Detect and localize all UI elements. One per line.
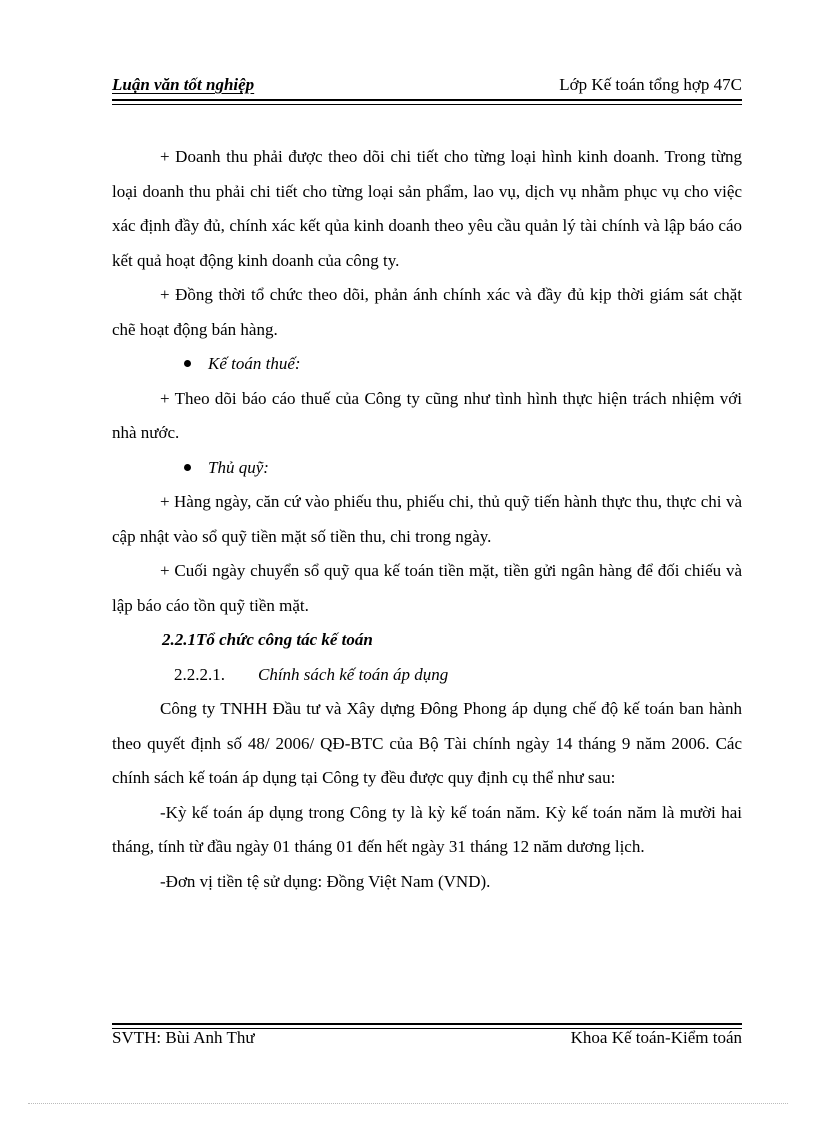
page-footer — [112, 1028, 742, 1052]
header-thesis-title: Luận văn tốt nghiệp — [112, 75, 255, 94]
paragraph: + Doanh thu phải được theo dõi chi tiết cho từng loại hình kinh doanh. Trong từng loại doanh thu phải chi tiết cho từng loại sản phẩm, lao vụ, dịch vụ nhằm phục vụ cho việc xác định đầy đủ, chính xác kết qủa kinh doanh theo yêu cầu quản lý tài chính và lập báo cáo kết quả hoạt động kinh doanh của công ty. — [112, 147, 742, 270]
paragraph: -Đơn vị tiền tệ sử dụng: Đồng Việt Nam (VND). — [160, 871, 491, 891]
footer-student-name: SVTH: Bùi Anh Thư — [112, 1028, 255, 1047]
bullet-item — [112, 347, 742, 382]
paragraph: + Theo dõi báo cáo thuế của Công ty cũng như tình hình thực hiện trách nhiệm với nhà nước. — [112, 388, 742, 442]
bullet-icon — [184, 464, 191, 471]
bullet-icon — [184, 360, 191, 367]
header-divider — [112, 99, 742, 105]
subsection-number: 2.2.2.1. — [174, 664, 225, 684]
header-class-name: Lớp Kế toán tổng hợp 47C — [559, 75, 742, 94]
bullet-label: Thủ quỹ: — [208, 457, 269, 477]
page-header — [112, 75, 742, 101]
bullet-item — [112, 451, 742, 486]
paragraph: + Đồng thời tổ chức theo dõi, phản ánh chính xác và đầy đủ kịp thời giám sát chặt chẽ hoạt động bán hàng. — [112, 285, 742, 339]
paragraph: -Kỳ kế toán áp dụng trong Công ty là kỳ kế toán năm. Kỳ kế toán năm là mười hai tháng, tính từ đầu ngày 01 tháng 01 đến hết ngày 31 tháng 12 năm dương lịch. — [112, 802, 742, 856]
footer-faculty-name: Khoa Kế toán-Kiểm toán — [570, 1028, 742, 1047]
subsection-heading — [112, 658, 742, 693]
paragraph: + Hàng ngày, căn cứ vào phiếu thu, phiếu chi, thủ quỹ tiến hành thực thu, thực chi và cập nhật vào sổ quỹ tiền mặt số tiền thu, chi trong ngày. — [112, 492, 742, 546]
document-body — [112, 140, 742, 899]
paragraph: Công ty TNHH Đầu tư và Xây dựng Đông Phong áp dụng chế độ kế toán ban hành theo quyết định số 48/ 2006/ QĐ-BTC của Bộ Tài chính ngày 14 tháng 9 năm 2006. Các chính sách kế toán áp dụng tại Công ty đều được quy định cụ thể như sau: — [112, 699, 742, 787]
subsection-title: Chính sách kế toán áp dụng — [258, 664, 449, 684]
bullet-label: Kế toán thuế: — [208, 354, 301, 373]
page-bottom-border — [28, 1103, 788, 1105]
paragraph: + Cuối ngày chuyển sổ quỹ qua kế toán tiền mặt, tiền gửi ngân hàng để đối chiếu và lập báo cáo tồn quỹ tiền mặt. — [112, 561, 742, 615]
section-heading: 2.2.1Tổ chức công tác kế toán — [162, 630, 373, 649]
